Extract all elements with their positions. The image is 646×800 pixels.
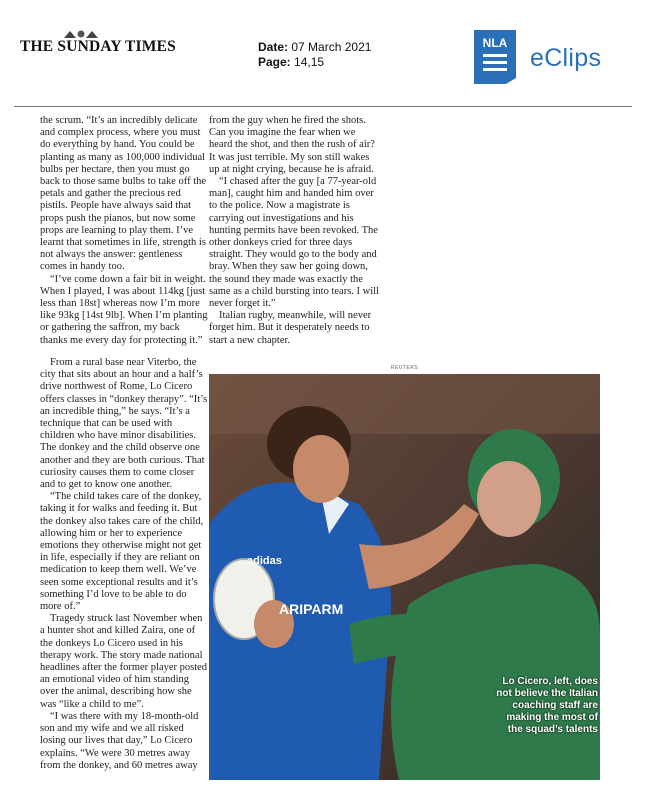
photo-caption: Lo Cicero, left, does not believe the Italian coaching staff are making the most of the squad’s talents	[496, 676, 598, 735]
paragraph: the scrum. “It’s an incredibly delicate and complex process, where you must do everything by hand. You could be planting as many as 100,000 individual bulbs per hectare, then you must go back to those same bulbs to take off the petals and gather the precious red pistils. People have always said that props push the pianos, but now some props are learning to play them. I’ve learnt that sometimes in life, strength is not always the answer: gentleness comes in handy too.	[40, 115, 207, 273]
jersey-brand: adidas	[247, 555, 282, 567]
ireland-jersey	[391, 564, 600, 780]
publication-name: THE SUNDAY TIMES	[20, 38, 176, 55]
header-divider	[14, 106, 632, 107]
article-column-1-top	[40, 115, 208, 347]
nla-badge-text: NLA	[482, 36, 508, 50]
date-value: 07 March 2021	[291, 40, 372, 54]
page-label: Page:	[258, 55, 291, 69]
article-column-2	[209, 115, 381, 347]
photo-credit: REUTERS	[390, 365, 419, 371]
nla-logo-icon	[474, 30, 516, 84]
paragraph: “I chased after the guy [a 77-year-old man], caught him and handed him over to the police. Now a magistrate is carrying out investigations and his hunting permits have been revoked. The other donkeys cried for three days straight. They would go to the body and bray. When they saw her going down, the sound they made was exactly the same as a child bursting into tears. I will never forget it.”	[209, 176, 380, 310]
article-photo	[209, 365, 600, 780]
paragraph: Tragedy struck last November when a hunter shot and killed Zaira, one of the donkeys Lo Cicero used in his therapy work. The story made national headlines after the former player posted an emotional video of him standing over the animal, describing how she was “like a child to me”.	[40, 613, 208, 710]
paragraph: “I’ve come down a fair bit in weight. When I played, I was about 114kg [just less than 18st] whereas now I’m more like 93kg [14st 9lb]. When I’m planting or gathering the saffron, my back thanks me every day for protecting it.”	[40, 273, 208, 346]
page-value: 14,15	[294, 55, 325, 69]
jersey-sponsor: ARIPARM	[279, 601, 344, 617]
date-label: Date:	[258, 40, 289, 54]
eclips-logo-text: eClips	[530, 44, 602, 72]
clip-meta	[258, 40, 371, 70]
paragraph: From a rural base near Viterbo, the city that sits about an hour and a half’s drive northwest of Rome, Lo Cicero offers classes in “donkey therapy”. “It’s an incredible thing,” he says. “It’s a technique that can be used with children who have minor disabilities. The donkey and the child observe one another and they are both curious. That curiosity causes them to come closer and to get to know one another.	[40, 357, 208, 491]
paragraph: Italian rugby, meanwhile, will never forget him. But it desperately needs to start a new chapter.	[209, 310, 372, 346]
article-column-1-bottom	[40, 357, 208, 772]
paragraph: “The child takes care of the donkey, taking it for walks and feeding it. But the donkey also takes care of the child, allowing him or her to experience emotions they otherwise might not get in life, especially if they are reliant on medication to keep them well. We’ve seen some exceptional results and it’s something I’d love to be able to do more of.”	[40, 491, 204, 613]
paragraph: “I was there with my 18-month-old son and my wife and we all risked losing our lives that day,” Lo Cicero explains. “We were 30 metres away from the donkey, and 60 metres away	[40, 710, 199, 771]
paragraph: from the guy when he fired the shots. Can you imagine the fear when we heard the shot, and then the rush of air? It was just terrible. My son still wakes up at night crying, because he is afraid.	[209, 115, 375, 175]
